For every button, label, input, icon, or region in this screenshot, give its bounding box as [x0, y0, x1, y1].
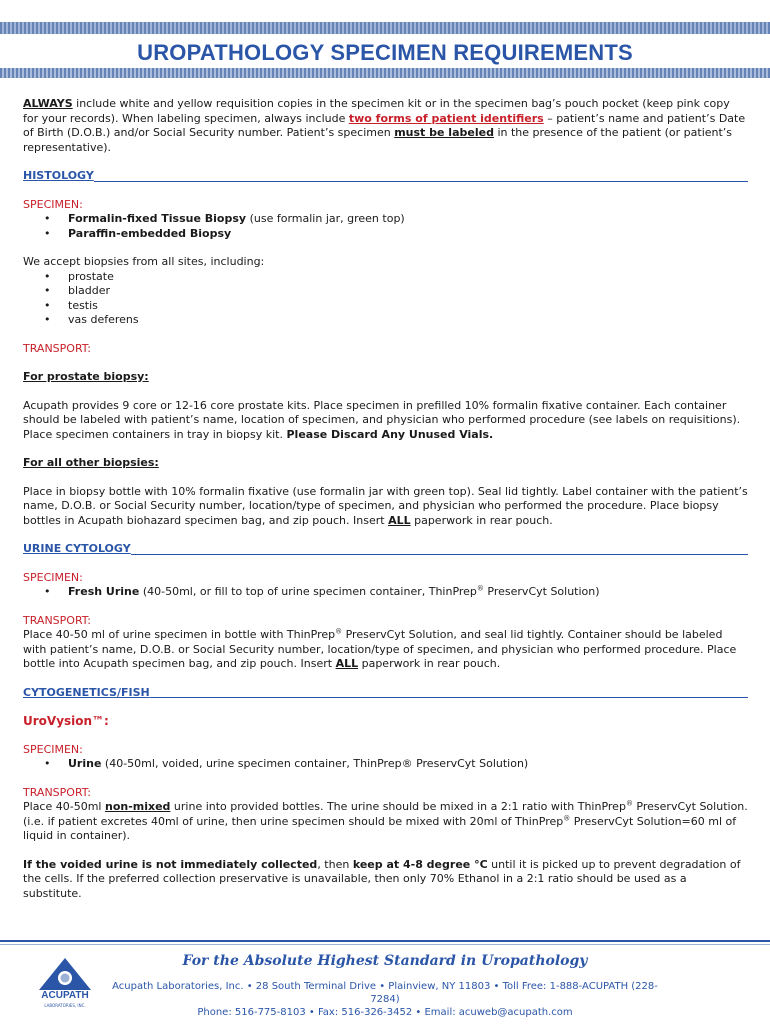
page-title: UROPATHOLOGY SPECIMEN REQUIREMENTS — [137, 40, 633, 65]
intro-paragraph — [23, 97, 748, 155]
urine-specimen-label: SPECIMEN: — [23, 570, 83, 584]
header-stripe-top — [0, 22, 770, 34]
two-forms-emphasis: two forms of patient identifiers — [348, 111, 544, 125]
histology-heading: HISTOLOGY — [23, 169, 748, 184]
document-body — [23, 97, 748, 901]
histology-transport-label: TRANSPORT: — [23, 341, 92, 355]
cyto-transport-text: Place 40-50ml non-mixed urine into provided bottles. The urine should be mixed in a 2:1 ratio with ThinPrep® PreservCyt Solution. (i.e. if patient excretes 40ml of urine, then urine specimen should be mixed with 20ml of ThinPrep® PreservCyt Solution=60 ml of liquid in container). — [23, 799, 748, 842]
other-biopsies-heading: For all other biopsies: — [23, 456, 159, 469]
voided-urine-note: If the voided urine is not immediately collected, then keep at 4-8 degree °C until it is picked up to prevent degradation of the cells. If the preferred collection preservative is unavailable, then only 70% Ethanol in a 2:1 ratio should be used as a substitute. — [23, 857, 741, 900]
list-item: • bladder — [44, 284, 111, 297]
footer-divider-light — [0, 944, 770, 945]
intro-text-3: in the presence of the patient (or patient’s representative). — [23, 126, 733, 154]
header-stripe-bottom — [0, 68, 770, 78]
footer-divider — [0, 940, 770, 942]
acupath-logo-icon — [35, 956, 95, 1018]
biopsy-sites-list — [23, 270, 748, 328]
list-item: • prostate — [44, 269, 114, 283]
footer-address-line: Acupath Laboratories, Inc. • 28 South Terminal Drive • Plainview, NY 11803 • Toll Free: 1-888-ACUPATH (228-7284) — [112, 981, 658, 1005]
accept-sites-text: We accept biopsies from all sites, including: — [23, 255, 265, 268]
intro-text-1: include white and yellow requisition copies in the specimen kit or in the specimen bag’s pouch pocket (keep pink copy for your records). When labeling specimen, always include — [23, 97, 730, 125]
list-item: • Paraffin-embedded Biopsy — [44, 226, 232, 240]
cyto-transport-label: TRANSPORT: — [23, 785, 92, 799]
logo-subtitle: LABORATORIES, INC. — [44, 1003, 86, 1008]
list-item: • Urine (40-50ml, voided, urine specimen container, ThinPrep® PreservCyt Solution) — [44, 757, 529, 770]
prostate-biopsy-text: Acupath provides 9 core or 12-16 core prostate kits. Place specimen in prefilled 10% formalin fixative container. Each container should be labeled with patient’s name, location of specimen, and physician who performed procedure (see labels on requisitions). Place specimen containers in tray in biopsy kit. Please Discard Any Unused Vials. — [23, 398, 741, 441]
list-item: • testis — [44, 298, 98, 312]
must-labeled-emphasis: must be labeled — [394, 126, 494, 139]
cyto-specimen-label: SPECIMEN: — [23, 742, 83, 756]
cytogenetics-heading: CYTOGENETICS/FISH — [23, 686, 748, 701]
list-item: • vas deferens — [44, 313, 139, 326]
prostate-biopsy-heading: For prostate biopsy: — [23, 370, 149, 383]
intro-text-2: – patient’s name and patient’s Date of Birth (D.O.B.) and/or Social Security number. Patient’s specimen — [23, 111, 746, 139]
footer-tagline: For the Absolute Highest Standard in Uropathology — [182, 953, 588, 969]
histology-specimen-label: SPECIMEN: — [23, 197, 83, 211]
always-emphasis: ALWAYS — [23, 97, 73, 110]
footer-contact — [100, 980, 670, 1019]
urine-cytology-heading: URINE CYTOLOGY — [23, 542, 748, 557]
urine-transport-text: Place 40-50 ml of urine specimen in bottle with ThinPrep® PreservCyt Solution, and seal lid tightly. Container should be labeled with patient’s name, D.O.B. or Social Security number, location/type of specimen, and physician who performed procedure. Place bottle into Acupath specimen bag, and zip pouch. Insert ALL paperwork in rear pouch. — [23, 627, 737, 670]
urine-specimen-list — [23, 585, 748, 600]
list-item: • Fresh Urine (40-50ml, or fill to top of urine specimen container, ThinPrep® PreservCyt Solution) — [44, 584, 600, 598]
urovysion-heading: UroVysion™: — [23, 714, 109, 728]
list-item: • Formalin-fixed Tissue Biopsy (use formalin jar, green top) — [44, 212, 405, 225]
urine-transport-label: TRANSPORT: — [23, 613, 92, 627]
histology-specimen-list — [23, 212, 748, 241]
other-biopsies-text: Place in biopsy bottle with 10% formalin fixative (use formalin jar with green top). Seal lid tightly. Label container with the patient’s name, D.O.B. or Social Security number, location/type of specimen, and physician who performed the procedure. Place biopsy bottles in Acupath biohazard specimen bag, and zip pouch. Insert ALL paperwork in rear pouch. — [23, 484, 748, 527]
cyto-specimen-list — [23, 757, 748, 772]
footer-phone-line: Phone: 516-775-8103 • Fax: 516-326-3452 • Email: acuweb@acupath.com — [197, 1007, 573, 1018]
logo-wordmark: ACUPATH — [41, 990, 89, 1001]
